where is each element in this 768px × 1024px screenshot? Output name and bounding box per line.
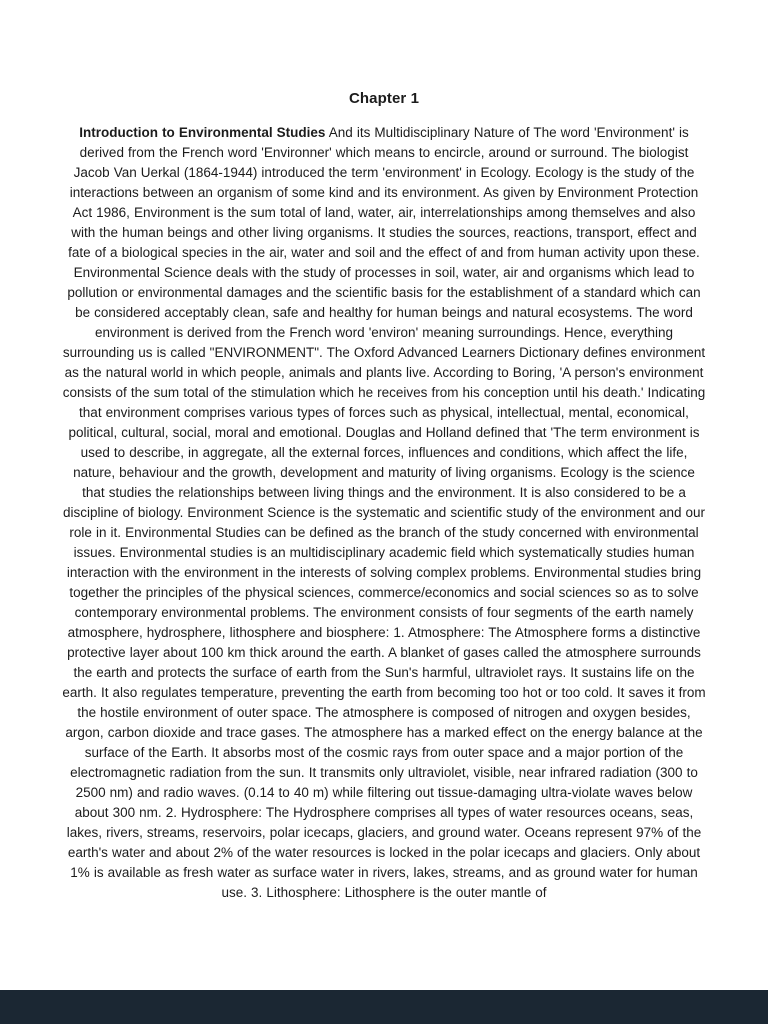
body-paragraph xyxy=(60,123,708,903)
paragraph-lead-bold: Introduction to Environmental Studies xyxy=(79,125,326,140)
viewer-footer-bar xyxy=(0,990,768,1024)
chapter-title: Chapter 1 xyxy=(348,90,420,107)
paragraph-body-text: And its Multidisciplinary Nature of The word 'Environment' is derived from the French word 'Environner' which means to encircle, around or surround. The biologist Jacob Van Uerkal (1864-1944) introduced the term 'environment' in Ecology. Ecology is the study of the interactions between an organism of some kind and its environment. As given by Environment Protection Act 1986, Environment is the sum total of land, water, air, interrelationships among themselves and also with the human beings and other living organisms. It studies the sources, reactions, transport, effect and fate of a biological species in the air, water and soil and the effect of and from human activity upon these. Environmental Science deals with the study of processes in soil, water, air and organisms which lead to pollution or environmental damages and the scientific basis for the establishment of a standard which can be considered acceptably clean, safe and healthy for human beings and natural ecosystems. The word environment is derived from the French word 'environ' meaning surroundings. Hence, everything surrounding us is called "ENVIRONMENT". The Oxford Advanced Learners Dictionary defines environment as the natural world in which people, animals and plants live. According to Boring, 'A person's environment consists of the sum total of the stimulation which he receives from his conception until his death.' Indicating that environment comprises various types of forces such as physical, intellectual, mental, economical, political, cultural, social, moral and emotional. Douglas and Holland defined that 'The term environment is used to describe, in aggregate, all the external forces, influences and conditions, which affect the life, nature, behaviour and the growth, development and maturity of living organisms. Ecology is the science that studies the relationships between living things and the environment. It is also considered to be a discipline of biology. Environment Science is the systematic and scientific study of the environment and our role in it. Environmental Studies can be defined as the branch of the study concerned with environmental issues. Environmental studies is an multidisciplinary academic field which systematically studies human interaction with the environment in the interests of solving complex problems. Environmental studies bring together the principles of the physical sciences, commerce/economics and social sciences so as to solve contemporary environmental problems. The environment consists of four segments of the earth namely atmosphere, hydrosphere, lithosphere and biosphere: 1. Atmosphere: The Atmosphere forms a distinctive protective layer about 100 km thick around the earth. A blanket of gases called the atmosphere surrounds the earth and protects the surface of earth from the Sun's harmful, ultraviolet rays. It sustains life on the earth. It also regulates temperature, preventing the earth from becoming too hot or too cold. It saves it from the hostile environment of outer space. The atmosphere is composed of nitrogen and oxygen besides, argon, carbon dioxide and trace gases. The atmosphere has a marked effect on the energy balance at the surface of the Earth. It absorbs most of the cosmic rays from outer space and a major portion of the electromagnetic radiation from the sun. It transmits only ultraviolet, visible, near infrared radiation (300 to 2500 nm) and radio waves. (0.14 to 40 m) while filtering out tissue-damaging ultra-violate waves below about 300 nm. 2. Hydrosphere: The Hydrosphere comprises all types of water resources oceans, seas, lakes, rivers, streams, reservoirs, polar icecaps, glaciers, and ground water. Oceans represent 97% of the earth's water and about 2% of the water resources is locked in the polar icecaps and glaciers. Only about 1% is available as fresh water as surface water in rivers, lakes, streams, and as ground water for human use. 3. Lithosphere: Lithosphere is the outer mantle of xyxy=(62,125,706,900)
